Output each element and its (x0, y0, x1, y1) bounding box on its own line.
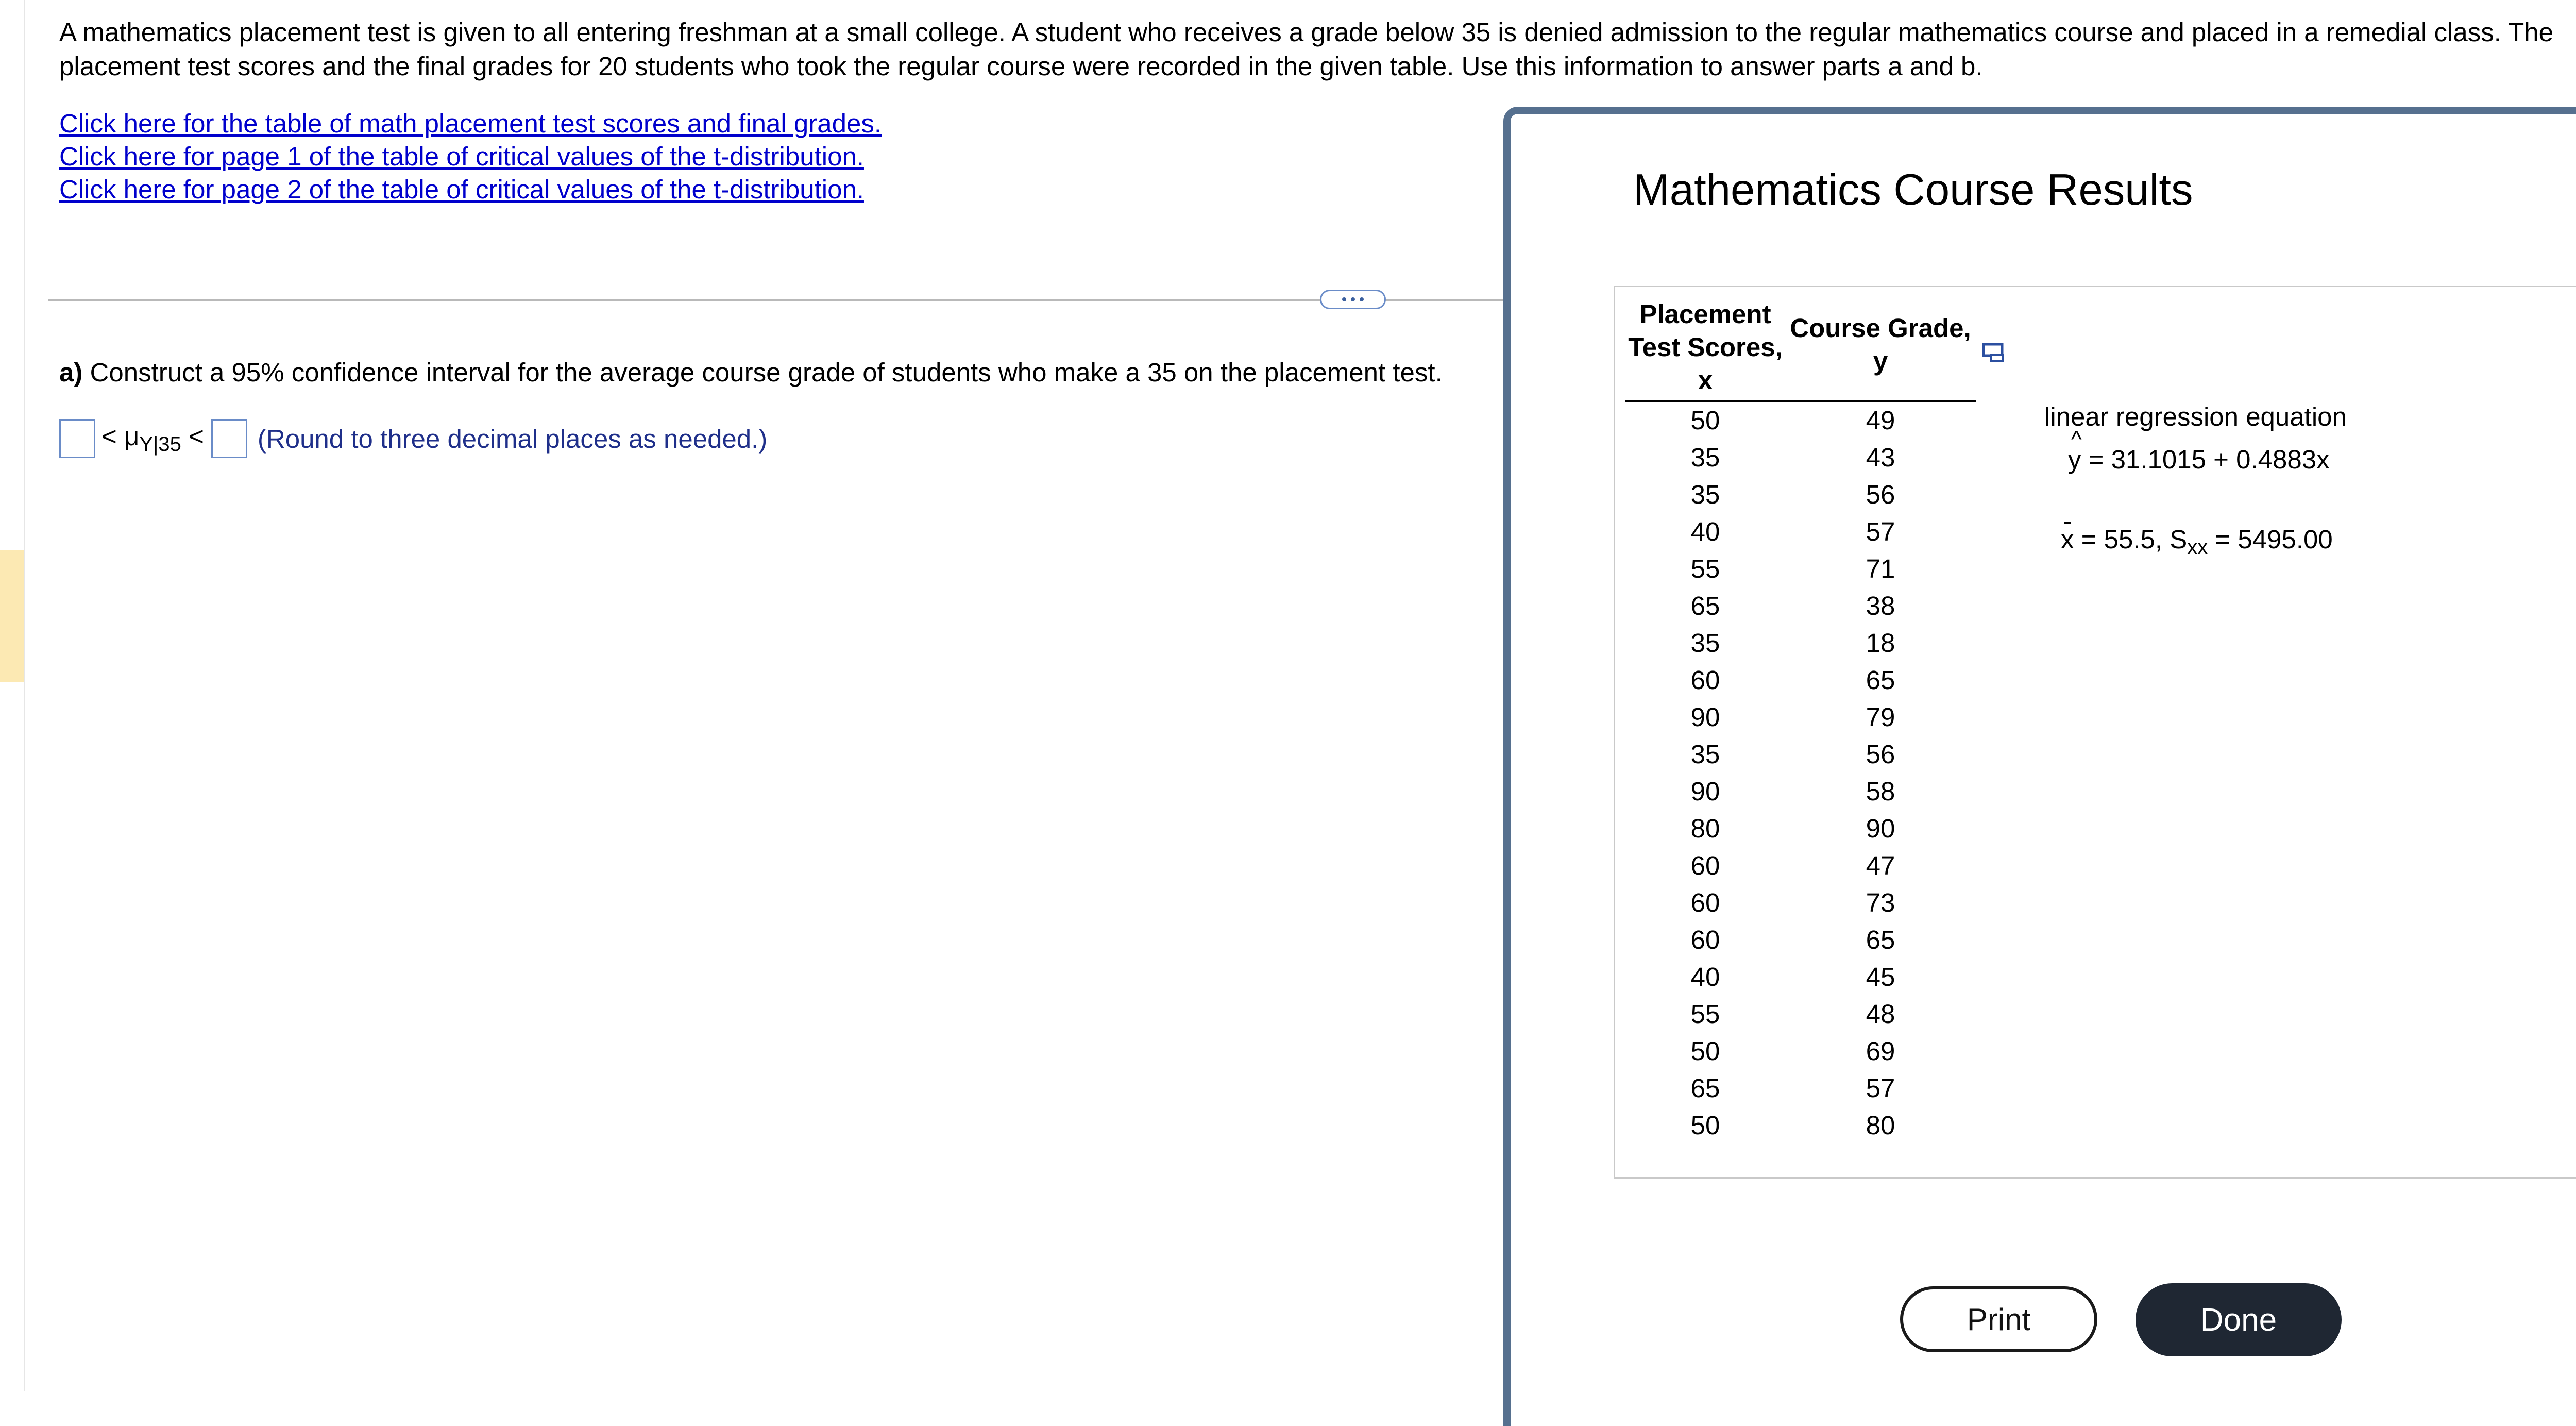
gutter-highlight (0, 550, 24, 682)
y-value-cell: 73 (1866, 888, 1895, 917)
dot-icon (1342, 297, 1346, 301)
y-value-cell: 48 (1866, 999, 1895, 1029)
link-t-table-page-1[interactable]: Click here for page 1 of the table of critical values of the t-distribution. (59, 142, 864, 171)
y-value-cell: 43 (1866, 443, 1895, 472)
x-value-cell: 50 (1690, 1111, 1720, 1140)
column-header-x: Placement Test Scores, x (1628, 299, 1783, 395)
upper-bound-input[interactable] (211, 419, 247, 458)
question-text: Construct a 95% confidence interval for the average course grade of students who make a 35 on the placement test. (90, 358, 1443, 387)
x-value-cell: 60 (1690, 925, 1720, 954)
x-values-column (1628, 402, 1783, 1144)
x-bar: x (2061, 525, 2074, 554)
x-value-cell: 50 (1690, 1036, 1720, 1066)
regression-label: linear regression equation (2044, 402, 2347, 431)
done-button[interactable]: Done (2136, 1283, 2342, 1356)
y-value-cell: 79 (1866, 702, 1895, 732)
y-value-cell: 45 (1866, 962, 1895, 992)
dot-icon (1351, 297, 1355, 301)
x-value-cell: 35 (1690, 480, 1720, 509)
x-value-cell: 35 (1690, 740, 1720, 769)
x-value-cell: 55 (1690, 999, 1720, 1029)
y-value-cell: 57 (1866, 1073, 1895, 1103)
x-value-cell: 40 (1690, 517, 1720, 546)
y-value-cell: 90 (1866, 814, 1895, 843)
y-value-cell: 65 (1866, 665, 1895, 695)
y-value-cell: 56 (1866, 740, 1895, 769)
print-button[interactable]: Print (1900, 1286, 2097, 1352)
interval-expression: < $\mu_{Y|35}$ < (101, 421, 204, 456)
x-value-cell: 90 (1690, 777, 1720, 806)
left-gutter (24, 0, 25, 1391)
y-value-cell: 38 (1866, 591, 1895, 620)
y-value-cell: 58 (1866, 777, 1895, 806)
x-value-cell: 35 (1690, 443, 1720, 472)
panel-title: Mathematics Course Results (1633, 165, 2193, 214)
section-divider (48, 299, 1509, 301)
x-value-cell: 90 (1690, 702, 1720, 732)
answer-row (59, 419, 767, 458)
y-value-cell: 57 (1866, 517, 1895, 546)
x-value-cell: 55 (1690, 554, 1720, 583)
x-value-cell: 60 (1690, 851, 1720, 880)
y-value-cell: 47 (1866, 851, 1895, 880)
y-value-cell: 69 (1866, 1036, 1895, 1066)
column-header-y: Course Grade, y (1790, 313, 1971, 376)
y-value-cell: 65 (1866, 925, 1895, 954)
x-value-cell: 60 (1690, 665, 1720, 695)
y-values-column (1798, 402, 1963, 1144)
resource-links (59, 107, 882, 206)
rounding-hint: (Round to three decimal places as needed.) (257, 424, 768, 454)
y-value-cell: 71 (1866, 554, 1895, 583)
problem-statement: A mathematics placement test is given to all entering freshman at a small college. A student who receives a grade below 35 is denied admission to the regular mathematics course and placed in a remedial class. The placement test scores and the final grades for 20 students who took the regular course were recorded in the given table. Use this information to answer parts a and b. (59, 18, 2553, 81)
regression-equation: ^ y = 31.1015 + 0.4883x (2068, 444, 2330, 475)
expand-more-button[interactable] (1320, 290, 1386, 309)
y-value-cell: 80 (1866, 1111, 1895, 1140)
x-value-cell: 65 (1690, 591, 1720, 620)
y-value-cell: 56 (1866, 480, 1895, 509)
y-value-cell: 49 (1866, 406, 1895, 435)
y-hat: ^ y (2068, 444, 2081, 475)
x-value-cell: 50 (1690, 406, 1720, 435)
x-value-cell: 65 (1690, 1073, 1720, 1103)
lower-bound-input[interactable] (59, 419, 95, 458)
part-label: a) (59, 358, 83, 387)
link-t-table-page-2[interactable]: Click here for page 2 of the table of critical values of the t-distribution. (59, 175, 864, 204)
x-value-cell: 40 (1690, 962, 1720, 992)
copy-table-icon[interactable] (1980, 340, 2007, 365)
regression-stats: x = 55.5, $S_{xx} = 5495.00$ (2061, 525, 2333, 559)
y-value-cell: 18 (1866, 628, 1895, 658)
link-data-table[interactable]: Click here for the table of math placement test scores and final grades. (59, 109, 882, 138)
x-value-cell: 60 (1690, 888, 1720, 917)
question-part-a (59, 356, 1443, 390)
dot-icon (1360, 297, 1364, 301)
x-value-cell: 35 (1690, 628, 1720, 658)
x-value-cell: 80 (1690, 814, 1720, 843)
